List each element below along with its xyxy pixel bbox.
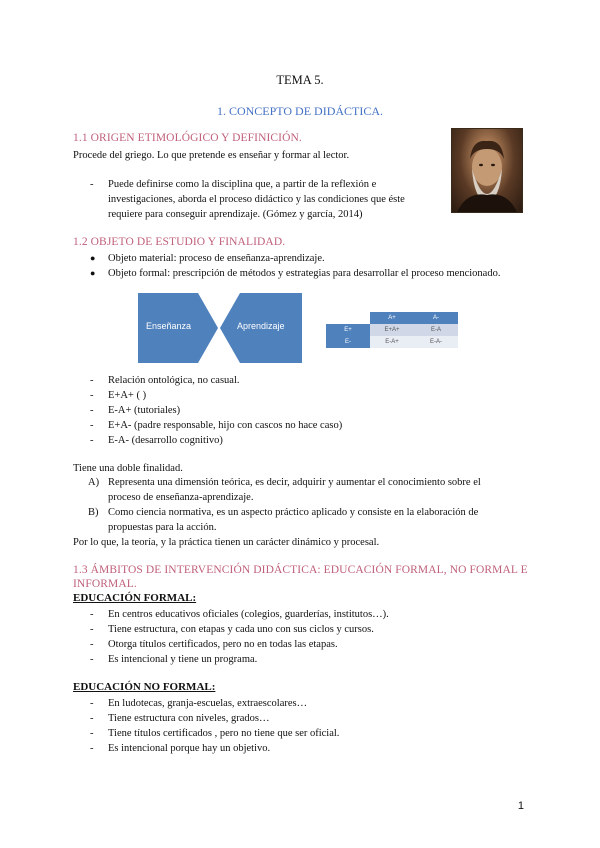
bullet-objeto-formal <box>90 266 501 281</box>
heading-line: 1.3 ÁMBITOS DE INTERVENCIÓN DIDÁCTICA: EDUCACIÓN FORMAL, NO FORMAL E <box>73 564 528 576</box>
table-row-header: E- <box>326 336 370 348</box>
section-title-concepto: 1. CONCEPTO DE DIDÁCTICA. <box>216 104 384 118</box>
table-cell: E-A+ <box>370 336 414 348</box>
formal-list <box>90 607 389 667</box>
heading-1-3 <box>73 563 528 591</box>
intro-text: Procede del griego. Lo que pretende es enseñar y formar al lector. <box>73 150 350 161</box>
list-item: - E+A- (padre responsable, hijo con cascos no hace caso) <box>90 420 343 431</box>
finalidad-a <box>88 475 481 505</box>
list-item: - En centros educativos oficiales (colegios, guarderías, institutos…). <box>90 609 389 620</box>
list-item: - E-A- (desarrollo cognitivo) <box>90 435 223 446</box>
finalidad-a-line: proceso de enseñanza-aprendizaje. <box>108 492 254 503</box>
page-number: 1 <box>517 800 524 812</box>
list-item: - Tiene estructura, con etapas y cada uno con sus ciclos y cursos. <box>90 624 374 635</box>
table-header-cell: A- <box>414 312 458 324</box>
list-item: - Tiene estructura con niveles, grados… <box>90 713 270 724</box>
bullet-text: Objeto material: proceso de enseñanza-aprendizaje. <box>108 253 325 264</box>
list-item: - Es intencional porque hay un objetivo. <box>90 743 271 754</box>
bullet-marker: ● <box>90 268 96 278</box>
page-title: TEMA 5. <box>276 73 324 87</box>
table-cell: E+A+ <box>370 324 414 336</box>
list-item: - Relación ontológica, no casual. <box>90 375 240 386</box>
list-item: - E+A+ ( ) <box>90 390 147 401</box>
table-row-header: E+ <box>326 324 370 336</box>
heading-1-1: 1.1 ORIGEN ETIMOLÓGICO Y DEFINICIÓN. <box>73 132 302 144</box>
heading-1-2: 1.2 OBJETO DE ESTUDIO Y FINALIDAD. <box>73 236 286 248</box>
finalidad-b-line: Como ciencia normativa, es un aspecto práctico aplicado y consiste en la elaboración de <box>108 507 479 518</box>
portrait-image <box>451 128 523 213</box>
ea-table <box>326 312 458 348</box>
noformal-title: EDUCACIÓN NO FORMAL: <box>73 681 216 693</box>
table-cell: E-A- <box>414 336 458 348</box>
formal-title: EDUCACIÓN FORMAL: <box>73 592 197 604</box>
bullet-objeto-material <box>90 251 325 266</box>
table-header-cell: A+ <box>370 312 414 324</box>
list-item: - Es intencional y tiene un programa. <box>90 654 258 665</box>
heading-line: INFORMAL. <box>73 578 137 590</box>
table-cell <box>326 312 370 324</box>
list-item: - Tiene títulos certificados , pero no tiene que ser oficial. <box>90 728 340 739</box>
arrow-label-ensenanza: Enseñanza <box>146 321 192 331</box>
arrow-label-aprendizaje: Aprendizaje <box>237 321 285 331</box>
noformal-list <box>90 696 340 756</box>
definition-line: investigaciones, aborda el proceso didáctico y las condiciones que éste <box>108 194 405 205</box>
list-item: - E-A+ (tutoriales) <box>90 405 181 416</box>
table-cell: E-A <box>414 324 458 336</box>
conclusion-text: Por lo que, la teoría, y la práctica tienen un carácter dinámico y procesal. <box>73 537 380 548</box>
portrait-illustration <box>452 129 522 212</box>
dash-marker: - <box>90 179 94 190</box>
finalidad-b <box>88 505 479 535</box>
definition-item <box>90 177 405 222</box>
list-item: - Otorga títulos certificados, pero no en todas las etapas. <box>90 639 338 650</box>
bullet-text: Objeto formal: prescripción de métodos y estrategias para desarrollar el proceso mencionado. <box>108 268 501 279</box>
finalidad-b-line: propuestas para la acción. <box>108 522 217 533</box>
definition-line: requiere para conseguir aprendizaje. (Gómez y garcía, 2014) <box>108 209 363 220</box>
list-marker: A) <box>88 477 100 488</box>
finalidad-text: Tiene una doble finalidad. <box>73 463 183 474</box>
definition-line: Puede definirse como la disciplina que, a partir de la reflexión e <box>108 179 377 190</box>
finalidad-a-line: Representa una dimensión teórica, es decir, adquirir y aumentar el conocimiento sobre el <box>108 477 481 488</box>
relation-list <box>90 373 343 448</box>
list-marker: B) <box>88 507 99 518</box>
bullet-marker: ● <box>90 253 96 263</box>
list-item: - En ludotecas, granja-escuelas, extraescolares… <box>90 698 308 709</box>
